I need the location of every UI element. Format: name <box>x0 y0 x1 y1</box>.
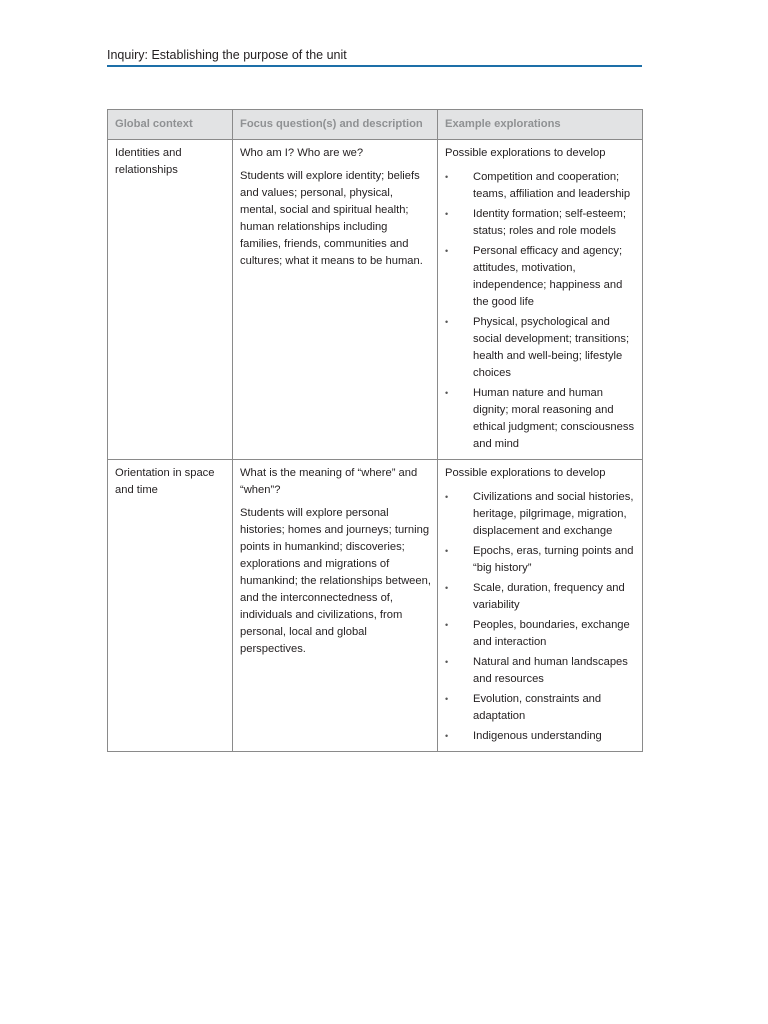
bullet-icon: • <box>445 172 449 182</box>
list-item: • Competition and cooperation; teams, affiliation and leadership <box>445 171 631 200</box>
focus-question: What is the meaning of “where” and “when”? <box>240 467 418 496</box>
bullet-icon: • <box>445 209 449 219</box>
bullet-icon: • <box>445 317 449 327</box>
global-context-cell: Identities and relationships <box>108 140 233 460</box>
focus-question-cell <box>233 460 438 752</box>
table-row <box>108 140 643 460</box>
bullet-icon: • <box>445 583 449 593</box>
explorations-intro: Possible explorations to develop <box>445 147 606 159</box>
list-item: • Civilizations and social histories, heritage, pilgrimage, migration, displacement and exchange <box>445 491 634 537</box>
list-item: • Human nature and human dignity; moral reasoning and ethical judgment; consciousness and mind <box>445 387 635 450</box>
focus-question: Who am I? Who are we? <box>240 147 364 159</box>
page-header-title: Inquiry: Establishing the purpose of the unit <box>107 48 347 62</box>
column-header-focus-question: Focus question(s) and description <box>233 110 438 140</box>
list-item: • Natural and human landscapes and resources <box>445 656 628 685</box>
explorations-cell <box>438 460 643 752</box>
bullet-icon: • <box>445 657 449 667</box>
bullet-icon: • <box>445 492 449 502</box>
explorations-cell <box>438 140 643 460</box>
column-header-example-explorations: Example explorations <box>438 110 643 140</box>
explorations-list <box>445 489 636 745</box>
bullet-icon: • <box>445 694 449 704</box>
global-context-cell: Orientation in space and time <box>108 460 233 752</box>
header-rule <box>107 65 642 67</box>
list-item: • Indigenous understanding <box>445 728 636 745</box>
bullet-icon: • <box>445 620 449 630</box>
focus-description: Students will explore identity; beliefs and values; personal, physical, mental, social and spiritual health; human relationships including families, friends, communities and cultures; what it means to be human. <box>240 170 423 267</box>
bullet-icon: • <box>445 546 449 556</box>
table-row <box>108 460 643 752</box>
list-item: • Physical, psychological and social development; transitions; health and well-being; lifestyle choices <box>445 316 630 379</box>
bullet-icon: • <box>445 731 449 741</box>
focus-description: Students will explore personal histories; homes and journeys; turning points in humankind; discoveries; explorations and migrations of humankind; the relationships between, and the interconnectedness of, individuals and civilizations, from personal, local and global perspectives. <box>240 507 431 655</box>
column-header-global-context: Global context <box>108 110 233 140</box>
bullet-icon: • <box>445 246 449 256</box>
list-item: • Evolution, constraints and adaptation <box>445 693 602 722</box>
list-item: • Scale, duration, frequency and variability <box>445 582 625 611</box>
list-item: • Peoples, boundaries, exchange and interaction <box>445 619 630 648</box>
explorations-list <box>445 169 636 453</box>
global-context-table <box>107 109 643 752</box>
list-item: • Personal efficacy and agency; attitudes, motivation, independence; happiness and the good life <box>445 245 623 308</box>
list-item: • Epochs, eras, turning points and “big history” <box>445 545 634 574</box>
bullet-icon: • <box>445 388 449 398</box>
table-header-row <box>108 110 643 140</box>
focus-question-cell <box>233 140 438 460</box>
list-item: • Identity formation; self-esteem; status; roles and role models <box>445 208 626 237</box>
explorations-intro: Possible explorations to develop <box>445 467 606 479</box>
